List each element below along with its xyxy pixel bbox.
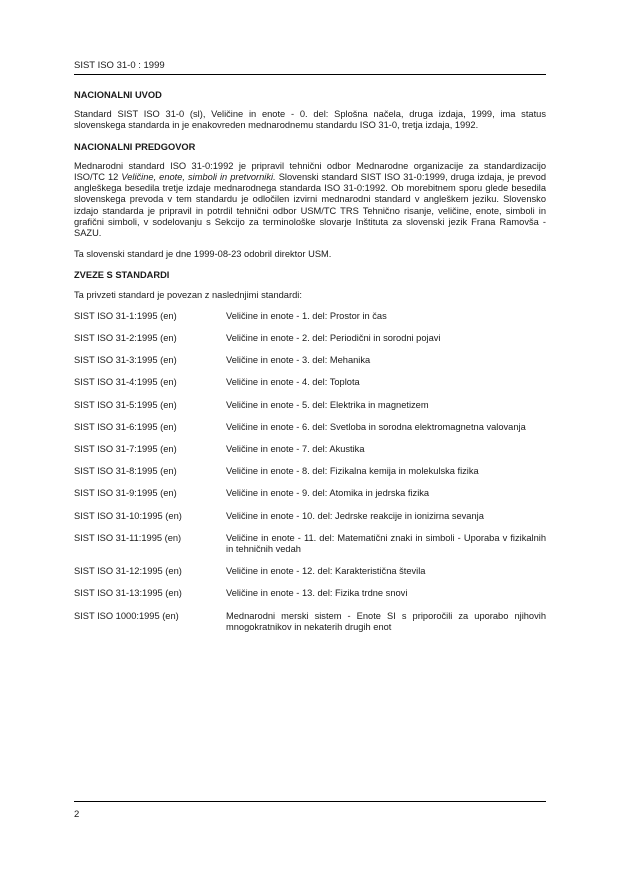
standard-title: Veličine in enote - 5. del: Elektrika in magnetizem	[226, 399, 429, 410]
standard-row	[74, 377, 546, 388]
standard-row	[74, 422, 546, 433]
heading-nacionalni-uvod: NACIONALNI UVOD	[74, 90, 162, 100]
standard-row	[74, 311, 546, 322]
standard-title: Veličine in enote - 6. del: Svetloba in sorodna elektromagnetna valovanja	[226, 421, 526, 432]
standard-code: SIST ISO 31-12:1995 (en)	[74, 566, 182, 577]
page-content	[74, 90, 546, 644]
standard-title: Veličine in enote - 7. del: Akustika	[226, 444, 365, 455]
standard-title: Veličine in enote - 10. del: Jedrske reakcije in ionizirna sevanja	[226, 510, 484, 521]
standard-title: Veličine in enote - 9. del: Atomika in jedrska fizika	[226, 488, 430, 499]
header-rule	[74, 74, 546, 75]
standard-row	[74, 511, 546, 522]
standard-title: Veličine in enote - 11. del: Matematični znaki in simboli - Uporaba v fizikalnih in tehničnih vedah	[226, 532, 546, 555]
standard-row	[74, 333, 546, 344]
standard-title: Veličine in enote - 4. del: Toplota	[226, 377, 360, 388]
standard-title: Veličine in enote - 2. del: Periodični in sorodni pojavi	[226, 333, 441, 344]
standard-title: Veličine in enote - 8. del: Fizikalna kemija in molekulska fizika	[226, 466, 479, 477]
standard-code: SIST ISO 31-9:1995 (en)	[74, 488, 177, 499]
standard-code: SIST ISO 31-3:1995 (en)	[74, 355, 177, 366]
header-doc-id: SIST ISO 31-0 : 1999	[74, 60, 165, 71]
standard-code: SIST ISO 1000:1995 (en)	[74, 610, 179, 621]
standard-code: SIST ISO 31-8:1995 (en)	[74, 466, 177, 477]
standard-code: SIST ISO 31-2:1995 (en)	[74, 333, 177, 344]
standard-code: SIST ISO 31-1:1995 (en)	[74, 310, 177, 321]
standard-code: SIST ISO 31-6:1995 (en)	[74, 421, 177, 432]
standard-title: Mednarodni merski sistem - Enote SI s priporočili za uporabo njihovih mnogokratnikov in nekaterih drugih enot	[226, 610, 546, 632]
standards-list	[74, 311, 546, 633]
predgovor-paragraph	[74, 161, 546, 239]
standard-code: SIST ISO 31-5:1995 (en)	[74, 399, 177, 410]
standard-title: Veličine in enote - 13. del: Fizika trdne snovi	[226, 588, 408, 599]
standard-code: SIST ISO 31-11:1995 (en)	[74, 532, 182, 543]
heading-nacionalni-predgovor: NACIONALNI PREDGOVOR	[74, 141, 196, 152]
approval-paragraph: Ta slovenski standard je dne 1999-08-23 odobril direktor USM.	[74, 249, 332, 260]
predgovor-italic-title: Veličine, enote, simboli in pretvorniki.	[121, 172, 276, 183]
standard-title: Veličine in enote - 3. del: Mehanika	[226, 355, 371, 366]
predgovor-text-after: Slovenski standard SIST ISO 31-0:1999, druga izdaja, je prevod angleškega besedila tretje izdaje mednarodnega standarda ISO 31-0:1992. Ob morebitnem sporu glede besedila slovenskega prevoda v tem standardu je odločilen izvirni mednarodni standard v angleškem jeziku. Slovensko izdajo standarda je pripravil in potrdil tehnični odbor USM/TC TRS Tehnično risanje, veličine, enote, simboli in grafični simboli, v sodelovanju s Sekcijo za terminološke slovarje Inštituta za slovenski jezik Frana Ramovša - SAZU.	[74, 172, 547, 239]
standard-title: Veličine in enote - 12. del: Karakteristična števila	[226, 566, 426, 577]
heading-zveze-s-standardi: ZVEZE S STANDARDI	[74, 270, 170, 281]
page-number: 2	[74, 809, 80, 820]
standard-row	[74, 588, 546, 599]
document-page	[74, 0, 546, 877]
standard-code: SIST ISO 31-10:1995 (en)	[74, 510, 182, 521]
standard-row	[74, 466, 546, 477]
standard-row	[74, 488, 546, 499]
uvod-paragraph: Standard SIST ISO 31-0 (sl), Veličine in enote - 0. del: Splošna načela, druga izdaja, 1999, ima status slovenskega standarda in je enakovreden mednarodnemu standardu ISO 31-0, tretja izdaja, 1992.	[74, 109, 546, 131]
standard-row	[74, 566, 546, 577]
zveze-intro: Ta privzeti standard je povezan z naslednjimi standardi:	[74, 289, 302, 300]
standard-row	[74, 400, 546, 411]
footer-rule	[74, 801, 546, 802]
standard-row	[74, 444, 546, 455]
predgovor-text-before: Mednarodni standard ISO 31-0:1992 je pripravil tehnični odbor Mednarodne organizacije za standardizacijo ISO/TC 12	[74, 160, 546, 183]
standard-row	[74, 611, 546, 633]
standard-row	[74, 533, 546, 555]
standard-code: SIST ISO 31-4:1995 (en)	[74, 377, 177, 388]
standard-code: SIST ISO 31-7:1995 (en)	[74, 444, 177, 455]
standard-code: SIST ISO 31-13:1995 (en)	[74, 588, 182, 599]
standard-row	[74, 355, 546, 366]
standard-title: Veličine in enote - 1. del: Prostor in čas	[226, 310, 387, 321]
